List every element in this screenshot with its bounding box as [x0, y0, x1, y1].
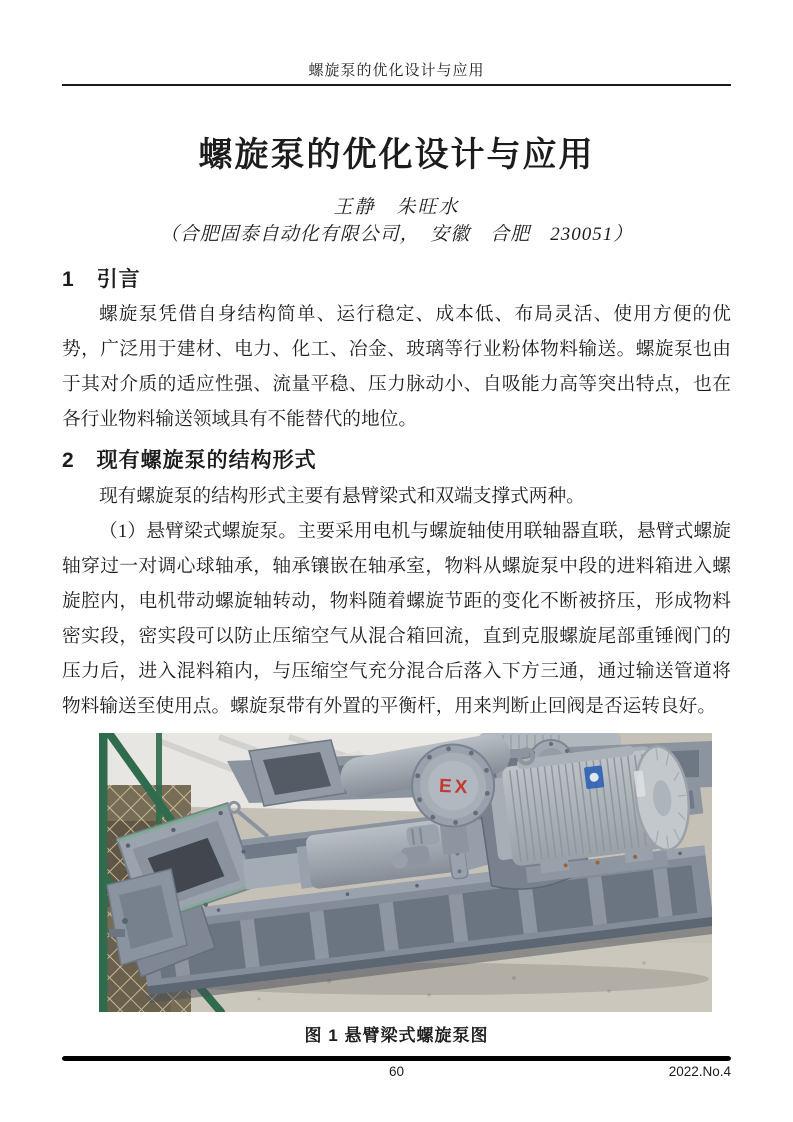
article-title: 螺旋泵的优化设计与应用	[198, 136, 595, 174]
section-1-heading: 1 引言	[62, 268, 141, 291]
footer-rule	[62, 1056, 731, 1061]
figure-photo-screw-pump	[99, 733, 712, 1012]
section-1-paragraph: 螺旋泵凭借自身结构简单、运行稳定、成本低、布局灵活、使用方便的优势，广泛用于建材、电力、化工、冶金、玻璃等行业粉体物料输送。螺旋泵也由于其对介质的适应性强、流量平稳、压力脉动小、自吸能力高等突出特点，也在各行业物料输送领域具有不能替代的地位。	[62, 304, 731, 430]
affiliation-line: （合肥固泰自动化有限公司， 安徽 合肥 230051）	[159, 224, 634, 245]
section-2-heading: 2 现有螺旋泵的结构形式	[62, 449, 317, 472]
section-2-paragraph-1: 现有螺旋泵的结构形式主要有悬臂梁式和双端支撑式两种。	[99, 486, 585, 507]
ex-marking-label: EX	[438, 775, 471, 799]
authors-line: 王静 朱旺水	[333, 197, 460, 218]
section-2-paragraph-2: （1）悬臂梁式螺旋泵。主要采用电机与螺旋轴使用联轴器直联，悬臂式螺旋轴穿过一对调心球轴承，轴承镶嵌在轴承室，物料从螺旋泵中段的进料箱进入螺旋腔内，电机带动螺旋轴转动，物料随着螺旋节距的变化不断被挤压，形成物料密实段，密实段可以防止压缩空气从混合箱回流，直到克服螺旋尾部重锤阀门的压力后，进入混料箱内，与压缩空气充分混合后落入下方三通，通过输送管道将物料输送至使用点。螺旋泵带有外置的平衡杆，用来判断止回阀是否运转良好。	[62, 521, 731, 717]
running-head-title: 螺旋泵的优化设计与应用	[308, 63, 485, 79]
figure-caption: 图 1 悬臂梁式螺旋泵图	[304, 1026, 489, 1045]
motor	[486, 733, 697, 886]
issue-label: 2022.No.4	[668, 1064, 731, 1079]
header-rule	[62, 84, 731, 86]
page-number: 60	[388, 1064, 405, 1079]
